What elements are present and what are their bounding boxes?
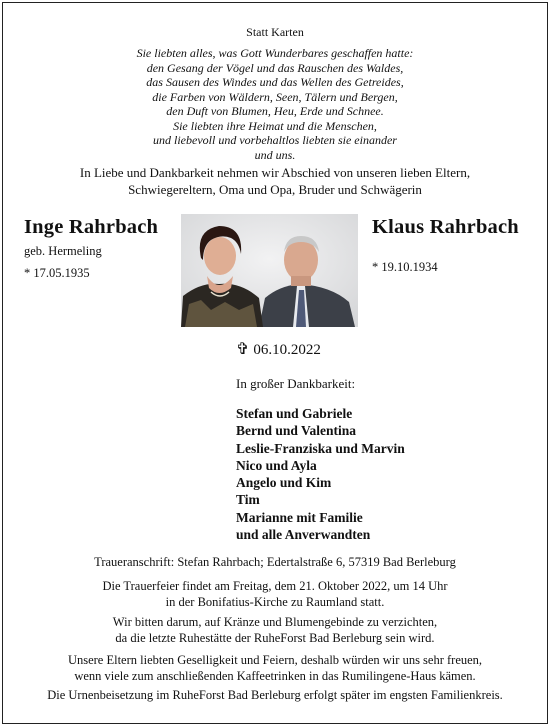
mourners-list <box>236 405 405 543</box>
poem-line: den Gesang der Vögel und das Rauschen des Waldes, <box>146 60 404 75</box>
poem-line: den Duft von Blumen, Heu, Erde und Schnee. <box>166 104 384 118</box>
left-person-name: Inge Rahrbach <box>24 216 159 238</box>
left-person-maiden-name: geb. Hermeling <box>24 244 102 258</box>
right-person-name: Klaus Rahrbach <box>372 216 519 238</box>
ceremony-info <box>0 579 550 610</box>
mourner-entry: Tim <box>236 492 260 508</box>
ceremony-line: Die Trauerfeier findet am Freitag, dem 21. Oktober 2022, um 14 Uhr <box>102 579 448 593</box>
poem-line: Sie liebten alles, was Gott Wunderbares geschaffen hatte: <box>136 46 414 60</box>
death-date <box>236 339 321 359</box>
heading: Statt Karten <box>246 25 304 39</box>
burial-info: Die Urnenbeisetzung im RuheForst Bad Berleburg erfolgt später im engsten Familienkreis. <box>47 688 503 702</box>
request-line: da die letzte Ruhestätte der RuheForst Bad Berleburg sein wird. <box>115 630 435 645</box>
mourner-entry: Bernd und Valentina <box>236 423 357 439</box>
invitation-line: wenn viele zum anschließenden Kaffeetrinken in das Rumilingene-Haus kämen. <box>74 668 476 683</box>
intro-line: Schwiegereltern, Oma und Opa, Bruder und Schwägerin <box>128 182 422 197</box>
request-line: Wir bitten darum, auf Kränze und Blumengebinde zu verzichten, <box>112 615 438 629</box>
mourner-entry: Leslie-Franziska und Marvin <box>236 440 405 456</box>
mourner-entry: Marianne mit Familie <box>236 509 363 525</box>
mourner-entry: Stefan und Gabriele <box>236 406 353 421</box>
mourner-entry: Nico und Ayla <box>236 457 317 473</box>
intro-text <box>0 164 550 198</box>
intro-line: In Liebe und Dankbarkeit nehmen wir Abschied von unseren lieben Eltern, <box>79 165 471 180</box>
flower-request <box>0 615 550 646</box>
poem-line: und liebevoll und vorbehaltlos liebten sie einander <box>153 133 397 147</box>
thanks-line: In großer Dankbarkeit: <box>236 376 356 391</box>
mourner-entry: Angelo und Kim <box>236 475 332 491</box>
poem-line: Sie liebten ihre Heimat und die Menschen, <box>173 118 377 133</box>
poem <box>0 46 550 162</box>
ceremony-line: in der Bonifatius-Kirche zu Raumland statt. <box>165 594 385 609</box>
poem-line: die Farben von Wäldern, Seen, Tälern und Bergen, <box>152 89 398 104</box>
couple-photo <box>181 214 358 327</box>
poem-line: das Sausen des Windes und das Wellen des Getreides, <box>146 75 404 89</box>
coffee-invitation <box>0 653 550 684</box>
death-date-text: 06.10.2022 <box>253 342 321 358</box>
mourning-address: Traueranschrift: Stefan Rahrbach; Edertalstraße 6, 57319 Bad Berleburg <box>94 555 456 569</box>
invitation-line: Unsere Eltern liebten Geselligkeit und Feiern, deshalb würden wir uns sehr freuen, <box>67 653 483 667</box>
cross-icon: ✞ <box>236 341 250 358</box>
mourner-entry: und alle Anverwandten <box>236 527 371 543</box>
left-person-birth: * 17.05.1935 <box>24 266 90 280</box>
couple-photo-image <box>181 214 358 327</box>
poem-line: und uns. <box>254 147 296 162</box>
right-person-birth: * 19.10.1934 <box>372 260 438 274</box>
